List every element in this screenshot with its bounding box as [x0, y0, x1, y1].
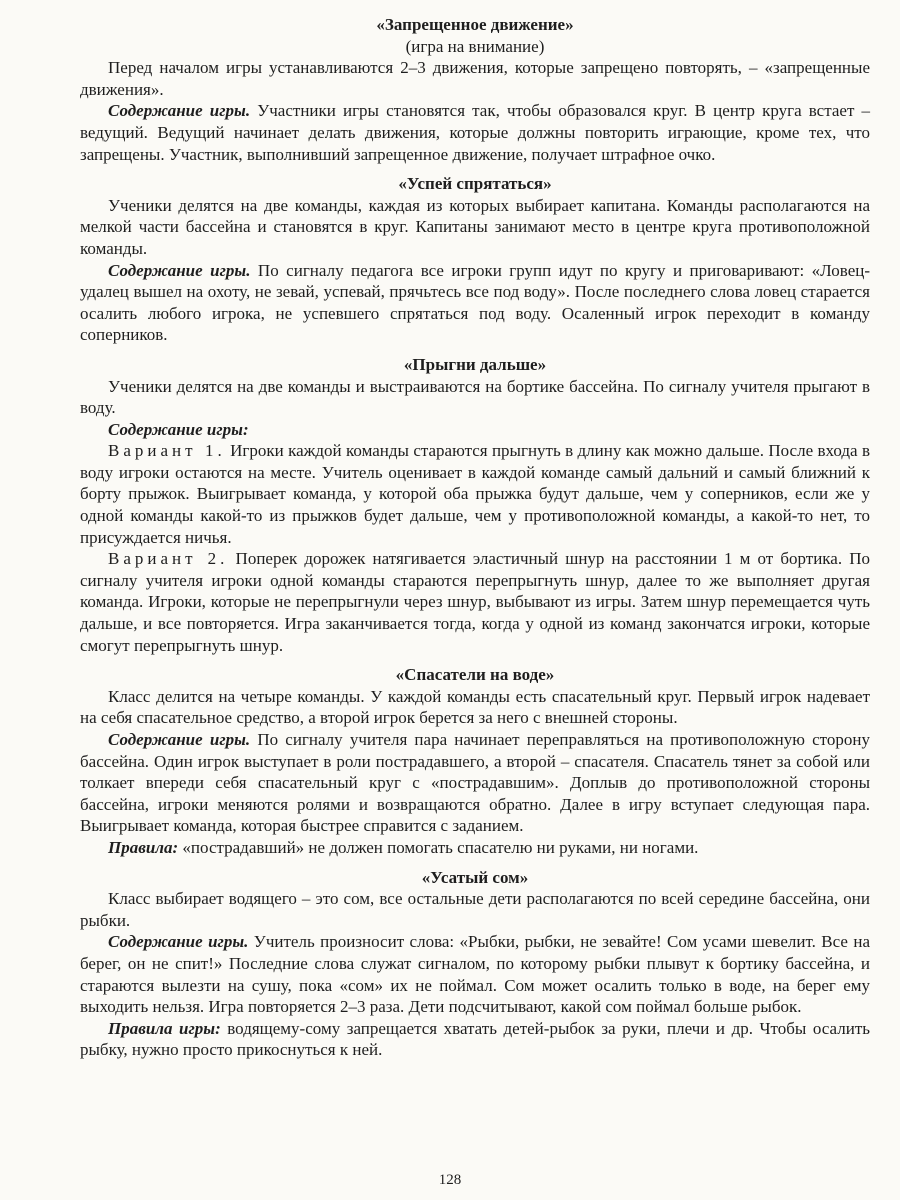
paragraph: Ученики делятся на две команды, каждая из которых выбирает капитана. Команды располагаются на мелкой части бассейна и становятся в круг. Капитаны занимают место в центре круга противоположной команды.	[80, 195, 870, 258]
paragraph	[80, 440, 870, 548]
section-rescuers	[80, 664, 870, 858]
paragraph-text: водящему-сому запрещается хватать детей-рыбок за руки, плечи и др. Чтобы осалить рыбку, нужно просто прикоснуться к ней.	[80, 1018, 871, 1060]
section-title: «Запрещенное движение»	[376, 15, 574, 34]
variant-label: Вариант 1.	[108, 441, 226, 461]
content-label: Содержание игры.	[108, 260, 251, 280]
page-body	[80, 14, 870, 1061]
section-title: «Усатый сом»	[421, 867, 529, 887]
paragraph-text: «пострадавший» не должен помогать спасателю ни руками, ни ногами.	[178, 837, 699, 857]
content-label: Содержание игры:	[108, 419, 249, 439]
paragraph-text: По сигналу учителя пара начинает переправляться на противоположную сторону бассейна. Один игрок выступает в роли пострадавшего, а второй – спасателя. Спасатель тянет за собой или толкает впереди себя спасательный круг с «пострадавшим». Доплыв до противоположной стороны бассейна, игроки меняются ролями и возвращаются обратно. Далее в игру вступает следующая пара. Выигрывает команда, которая быстрее справится с заданием.	[80, 730, 870, 836]
section-subtitle: (игра на внимание)	[405, 36, 545, 56]
paragraph-text: Игроки каждой команды стараются прыгнуть в длину как можно дальше. После входа в воду игроки остаются на месте. Учитель оценивает в каждой команде самый дальний и самый ближний к борту прыжок. Выигрывает команда, у которой оба прыжка будут дальше, чем у соперников, если же у одной команды какой-то из прыжков будет дальше, чем у противоположной команды, а какой-то нет, то присуждается ничья.	[80, 441, 870, 547]
page-number: 128	[438, 1172, 462, 1188]
section-forbidden-movement	[80, 14, 870, 165]
content-label: Содержание игры.	[108, 730, 251, 749]
section-title: «Спасатели на воде»	[395, 665, 555, 685]
paragraph-text: Поперек дорожек натягивается эластичный шнур на расстоянии 1 м от бортика. По сигналу учителя игроки одной команды стараются перепрыгнуть шнур, далее то же выполняет другая команда. Игроки, которые не перепрыгнули через шнур, выбывают из игры. Затем шнур перемещается чуть дальше, и все повторяется. Игра заканчивается тогда, когда у одной из команд закончатся игроки, которые смогут перепрыгнуть шнур.	[80, 549, 870, 655]
paragraph	[80, 548, 870, 656]
paragraph-text: По сигналу педагога все игроки групп идут по кругу и приговаривают: «Ловец-удалец вышел на охоту, не зевай, успевай, прячьтесь все под воду». После последнего слова ловец старается осалить любого игрока, не успевшего спрятаться под воду. Осаленный игрок переходит в команду соперников.	[80, 260, 870, 345]
variant-label: Вариант 2.	[108, 549, 229, 569]
content-label: Содержание игры.	[108, 932, 249, 952]
section-jump-further	[80, 354, 870, 656]
content-label: Содержание игры.	[108, 101, 251, 121]
paragraph	[80, 729, 870, 837]
paragraph: Ученики делятся на две команды и выстраиваются на бортике бассейна. По сигналу учителя прыгают в воду.	[80, 376, 870, 418]
rules-label: Правила игры:	[108, 1018, 221, 1038]
paragraph: Перед началом игры устанавливаются 2–3 движения, которые запрещено повторять, – «запрещенные движения».	[80, 58, 870, 99]
section-title: «Успей спрятаться»	[398, 174, 552, 194]
paragraph: Класс делится на четыре команды. У каждой команды есть спасательный круг. Первый игрок надевает на себя спасательное средство, а второй игрок берется за него с внешней стороны.	[80, 686, 870, 728]
paragraph	[80, 100, 870, 165]
paragraph	[80, 931, 870, 1017]
rules-label: Правила:	[108, 837, 179, 857]
paragraph-text: Учитель произносит слова: «Рыбки, рыбки, не зевайте! Сом усами шевелит. Все на берег, он не спит!» Последние слова служат сигналом, по которому рыбки плывут к бортику бассейна, и стараются вылезти на сушу, пока «сом» их не поймал. Сом может осалить только в воде, на берег ему выходить нельзя. Игра повторяется 2–3 раза. Дети подсчитывают, какой сом поймал больше рыбок.	[80, 932, 871, 1017]
paragraph: Класс выбирает водящего – это сом, все остальные дети располагаются по всей середине бассейна, они рыбки.	[80, 889, 870, 930]
paragraph	[80, 837, 870, 859]
section-hide-in-time	[80, 173, 870, 346]
section-title: «Прыгни дальше»	[403, 354, 547, 374]
paragraph	[80, 1018, 870, 1061]
paragraph	[80, 260, 870, 346]
section-whiskered-catfish	[80, 867, 870, 1061]
paragraph-text: Участники игры становятся так, чтобы образовался круг. В центр круга встает – ведущий. Ведущий начинает делать движения, которые должны повторить играющие, кроме тех, что запрещены. Участник, выполнивший запрещенное движение, получает штрафное очко.	[80, 101, 871, 164]
